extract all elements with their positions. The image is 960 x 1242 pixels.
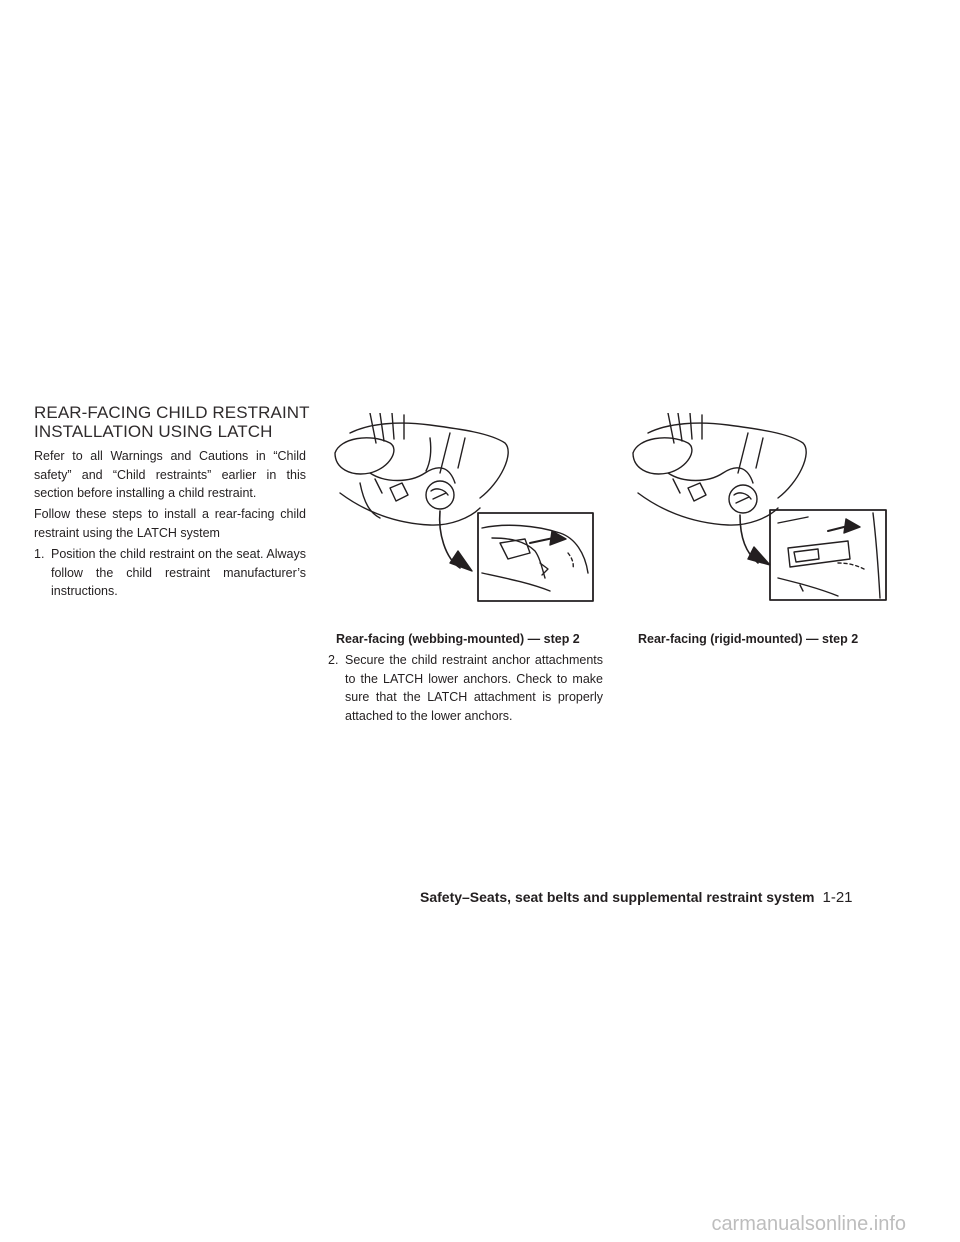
step-number: 1. xyxy=(34,547,45,561)
page-number: 1-21 xyxy=(822,889,853,906)
figure-caption-rigid: Rear-facing (rigid-mounted) — step 2 xyxy=(638,632,859,646)
section-heading-line2: INSTALLATION USING LATCH xyxy=(34,422,273,441)
step-text: Secure the child restraint anchor attachments to the LATCH lower anchors. Check to make sure that the LATCH attachment is properly attached to the lower anchors. xyxy=(345,653,603,723)
section-heading-line1: REAR-FACING CHILD RESTRAINT xyxy=(34,403,310,422)
footer-chapter-title: Safety–Seats, seat belts and supplemental restraint system xyxy=(420,889,815,905)
intro-paragraph: Refer to all Warnings and Cautions in “Child safety” and “Child restraints” earlier in this section before installing a child restraint. xyxy=(34,449,306,500)
step-text: Position the child restraint on the seat. Always follow the child restraint manufacturer’s instructions. xyxy=(51,547,306,598)
follow-paragraph: Follow these steps to install a rear-facing child restraint using the LATCH system xyxy=(34,507,306,540)
rigid-mounted-latch-illustration xyxy=(628,413,893,603)
figure-caption-webbing: Rear-facing (webbing-mounted) — step 2 xyxy=(336,632,580,646)
section-heading xyxy=(34,403,324,441)
step-1 xyxy=(34,545,306,601)
step-number: 2. xyxy=(328,653,339,667)
page-footer xyxy=(420,889,853,906)
webbing-mounted-latch-illustration xyxy=(330,413,595,603)
watermark: carmanualsonline.info xyxy=(711,1213,906,1235)
step-2 xyxy=(328,651,603,725)
